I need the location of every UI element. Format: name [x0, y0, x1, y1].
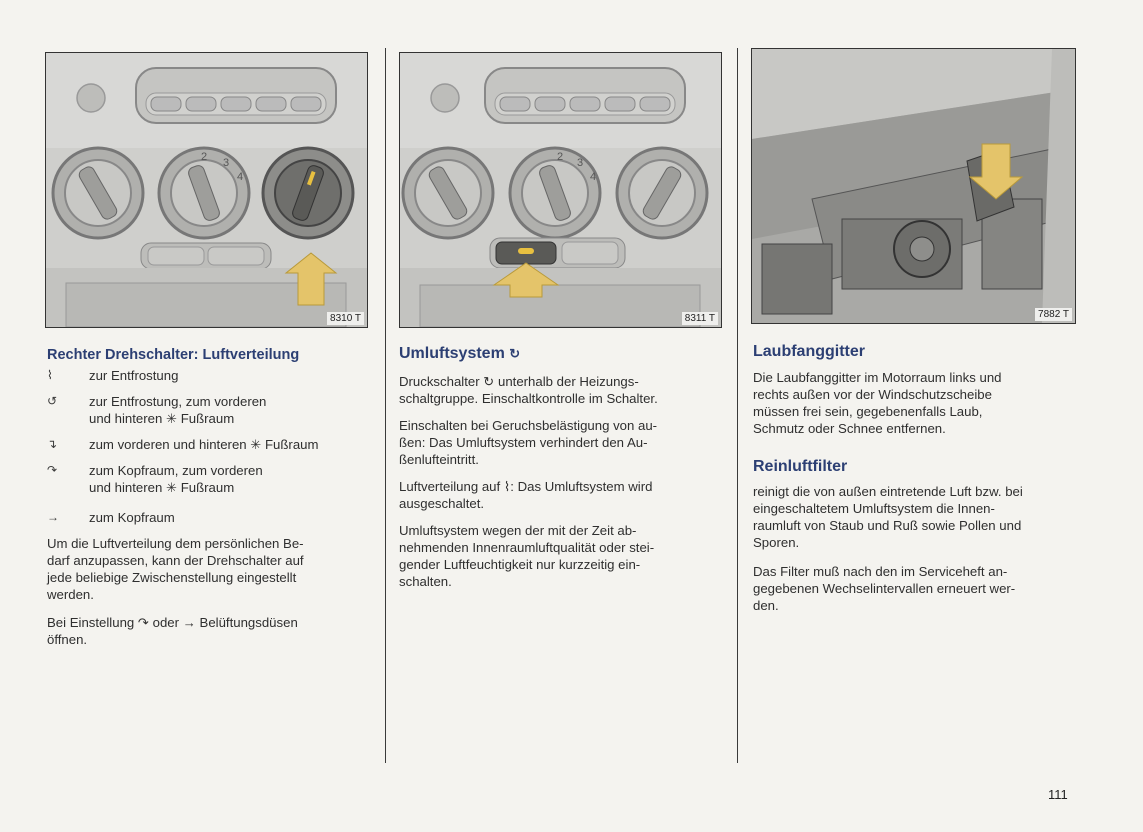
text-line: gegebenen Wechselintervallen erneuert wer-	[753, 581, 1016, 596]
heading-reinluftfilter: Reinluftfilter	[753, 458, 848, 475]
heading-luftverteilung: Rechter Drehschalter: Luftverteilung	[47, 347, 300, 363]
dial-number-3: 3	[577, 157, 584, 169]
list-item-entfrostung-fussraum	[47, 393, 367, 427]
text-line: Um die Luftverteilung dem persönlichen Be-	[47, 536, 304, 551]
page-number: 111	[1048, 787, 1068, 802]
list-item-label: zum Kopfraum, zum vorderen	[89, 463, 263, 478]
figure-code: 8311 T	[682, 312, 718, 325]
paragraph-zwischenstellung	[47, 535, 377, 603]
heading-laubfanggitter: Laubfanggitter	[753, 343, 865, 360]
paragraph-filterwechsel	[753, 563, 1088, 614]
list-item-entfrostung	[47, 367, 367, 384]
text-line: ßen: Das Umluftsystem verhindert den Au-	[399, 435, 648, 450]
dial-number-2: 2	[201, 151, 208, 163]
text-line: schalten.	[399, 574, 452, 589]
list-item-label: zum Kopfraum	[89, 510, 175, 525]
defrost-icon: ⌇	[47, 368, 53, 382]
heading-umluftsystem	[399, 345, 520, 363]
text-line: gender Luftfeuchtigkeit nur kurzzeitig ein-	[399, 557, 641, 572]
text-line: ßenlufteintritt.	[399, 452, 479, 467]
paragraph-beluftungsdusen	[47, 614, 377, 648]
column-rule-right	[737, 48, 738, 763]
text-line: Das Filter muß nach den im Serviceheft an-	[753, 564, 1008, 579]
defrost-footwell-icon: ↺	[47, 394, 58, 408]
text-line: den.	[753, 598, 779, 613]
footwell-icon: ↴	[47, 437, 58, 451]
text-line: darf anzupassen, kann der Drehschalter auf	[47, 553, 304, 568]
text-line: werden.	[47, 587, 94, 602]
figure-heater-controls-middle	[399, 52, 722, 328]
list-item-fussraum	[47, 436, 377, 453]
dial-number-4: 4	[590, 171, 597, 183]
text-line: Einschalten bei Geruchsbelästigung von au-	[399, 418, 658, 433]
dial-number-3: 3	[223, 157, 230, 169]
figure-engine-bay	[751, 48, 1076, 324]
text-line: Luftverteilung auf ⌇: Das Umluftsystem wird	[399, 479, 653, 494]
figure-heater-controls-left	[45, 52, 368, 328]
list-item-label: zur Entfrostung, zum vorderen	[89, 394, 267, 409]
list-item-label: zur Entfrostung	[89, 368, 179, 383]
text-line: jede beliebige Zwischenstellung eingestellt	[47, 570, 297, 585]
list-item-kopfraum-fussraum	[47, 462, 367, 496]
text-line: ausgeschaltet.	[399, 496, 485, 511]
list-item-label-line2: und hinteren ✳ Fußraum	[89, 411, 235, 426]
text-line: nehmenden Innenraumluftqualität oder stei-	[399, 540, 655, 555]
figure-code: 7882 T	[1035, 308, 1072, 321]
text-line: rechts außen vor der Windschutzscheibe	[753, 387, 992, 402]
text-line: Die Laubfanggitter im Motorraum links und	[753, 370, 1002, 385]
text-line: müssen frei sein, gegebenenfalls Laub,	[753, 404, 983, 419]
dial-number-2: 2	[557, 151, 564, 163]
text-line: reinigt die von außen eintretende Luft bzw. bei	[753, 484, 1023, 499]
paragraph-einschalten	[399, 417, 729, 468]
dial-number-4: 4	[237, 171, 244, 183]
list-item-label: zum vorderen und hinteren ✳ Fußraum	[89, 437, 319, 452]
paragraph-laubfanggitter	[753, 369, 1083, 437]
column-rule-left	[385, 48, 386, 763]
text-line: Umluftsystem wegen der mit der Zeit ab-	[399, 523, 637, 538]
paragraph-kurzzeitig	[399, 522, 729, 590]
head-footwell-icon: ↷	[47, 463, 58, 477]
text-line: schaltgruppe. Einschaltkontrolle im Schalter.	[399, 391, 658, 406]
text-line: Sporen.	[753, 535, 800, 550]
heading-text: Umluftsystem	[399, 345, 505, 362]
list-item-kopfraum	[47, 509, 367, 526]
text-line: öffnen.	[47, 632, 88, 647]
paragraph-reinluftfilter	[753, 483, 1088, 551]
figure-code: 8310 T	[327, 312, 364, 325]
text-line: Druckschalter ↻ unterhalb der Heizungs-	[399, 374, 639, 389]
recirculation-icon: ↻	[509, 346, 521, 361]
text-line: Schmutz oder Schnee entfernen.	[753, 421, 946, 436]
paragraph-druckschalter	[399, 373, 729, 407]
text-line: Bei Einstellung ↷ oder → Belüftungsdüsen	[47, 615, 298, 630]
text-line: raumluft von Staub und Ruß sowie Pollen und	[753, 518, 1022, 533]
paragraph-luftverteilung	[399, 478, 729, 512]
text-line: eingeschaltetem Umluftsystem die Innen-	[753, 501, 995, 516]
head-vent-icon: →	[47, 510, 59, 524]
list-item-label-line2: und hinteren ✳ Fußraum	[89, 480, 235, 495]
